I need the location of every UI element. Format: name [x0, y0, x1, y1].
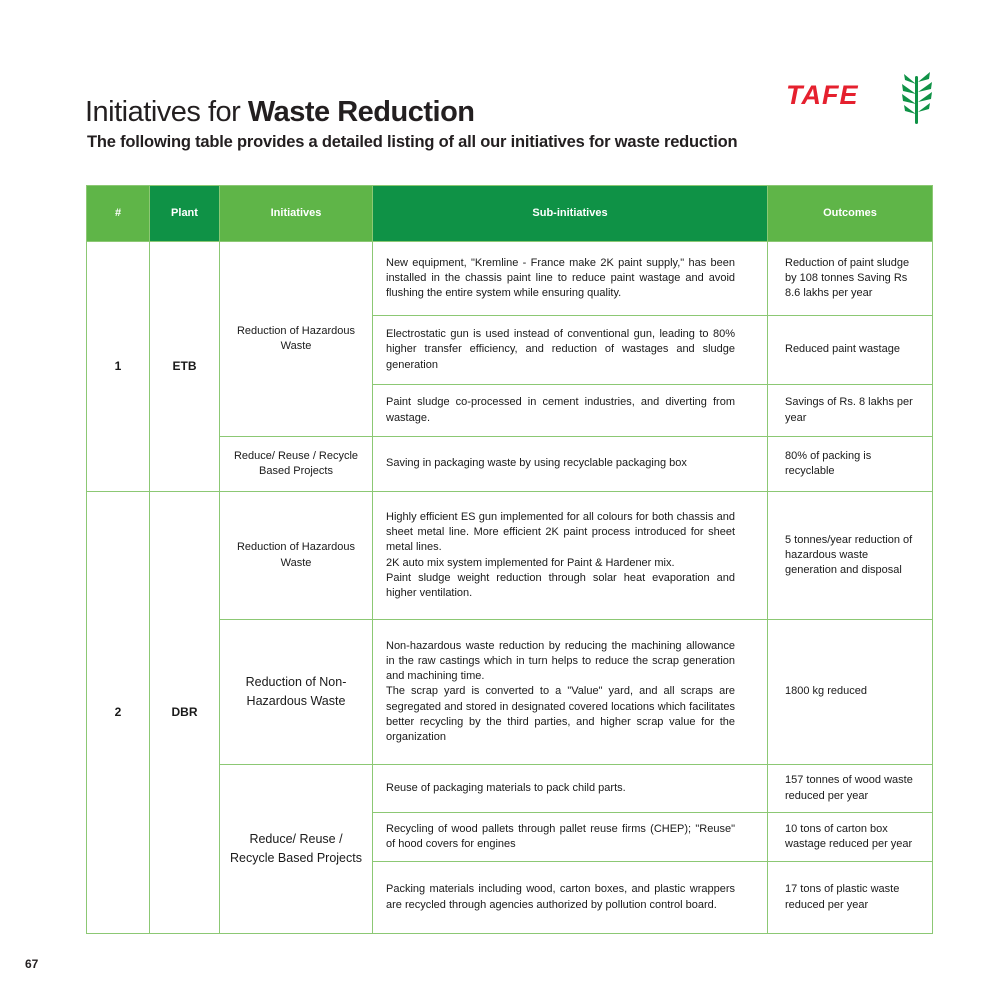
outcome-cell: Reduced paint wastage — [768, 316, 933, 385]
sub-initiative-cell: Reuse of packaging materials to pack child parts. — [373, 765, 768, 813]
table-row — [87, 242, 933, 316]
initiative-cell: Reduce/ Reuse / Recycle Based Projects — [220, 437, 373, 492]
sub-initiative-cell: New equipment, "Kremline - France make 2K paint supply," has been installed in the chassis paint line to reduce paint wastage and avoid flushing the entire system while ensuring quality. — [373, 242, 768, 316]
sub-initiative-line: The scrap yard is converted to a "Value" yard, and all scraps are segregated and stored in designated covered locations which facilitates better recycling by the third parties, and higher scrap value for the organization — [386, 685, 735, 743]
outcome-cell: 157 tonnes of wood waste reduced per year — [768, 765, 933, 813]
outcome-cell: 5 tonnes/year reduction of hazardous waste generation and disposal — [768, 492, 933, 620]
waste-reduction-table — [86, 185, 933, 934]
table-row — [87, 492, 933, 620]
sub-initiative-cell — [373, 620, 768, 765]
title-bold: Waste Reduction — [247, 96, 475, 128]
sub-initiative-cell: Recycling of wood pallets through pallet reuse firms (CHEP); "Reuse" of hood covers for engines — [373, 813, 768, 862]
plant-name: DBR — [150, 492, 220, 934]
table-header-row — [87, 186, 933, 242]
outcome-cell: 80% of packing is recyclable — [768, 437, 933, 492]
sub-initiative-cell: Paint sludge co-processed in cement industries, and diverting from wastage. — [373, 385, 768, 437]
sub-initiative-line: Paint sludge weight reduction through solar heat evaporation and higher ventilation. — [386, 571, 735, 599]
leaf-icon — [900, 70, 936, 126]
page-number: 67 — [25, 957, 39, 971]
outcome-cell: 10 tons of carton box wastage reduced per year — [768, 813, 933, 862]
sub-initiative-line: Non-hazardous waste reduction by reducing the machining allowance in the raw castings which in turn helps to reduce the scrap generation and machining time. — [386, 639, 735, 683]
col-header-sub-initiatives: Sub-initiatives — [373, 186, 768, 242]
initiative-cell: Reduction of Hazardous Waste — [220, 242, 373, 437]
sub-initiative-line: 2K auto mix system implemented for Paint & Hardener mix. — [386, 556, 675, 569]
col-header-plant: Plant — [150, 186, 220, 242]
initiative-cell: Reduction of Non-Hazardous Waste — [220, 620, 373, 765]
page-title — [85, 96, 475, 129]
initiative-cell: Reduce/ Reuse / Recycle Based Projects — [220, 765, 373, 934]
sub-initiative-cell: Electrostatic gun is used instead of conventional gun, leading to 80% higher transfer efficiency, and reduction of wastages and sludge generation — [373, 316, 768, 385]
outcome-cell: Savings of Rs. 8 lakhs per year — [768, 385, 933, 437]
plant-name: ETB — [150, 242, 220, 492]
initiative-cell: Reduction of Hazardous Waste — [220, 492, 373, 620]
sub-initiative-cell: Saving in packaging waste by using recyclable packaging box — [373, 437, 768, 492]
col-header-outcomes: Outcomes — [768, 186, 933, 242]
sub-initiative-cell: Packing materials including wood, carton boxes, and plastic wrappers are recycled through agencies authorized by pollution control board. — [373, 862, 768, 934]
row-number: 1 — [87, 242, 150, 492]
outcome-cell: Reduction of paint sludge by 108 tonnes Saving Rs 8.6 lakhs per year — [768, 242, 933, 316]
sub-initiative-cell — [373, 492, 768, 620]
page-subtitle: The following table provides a detailed listing of all our initiatives for waste reduction — [87, 133, 738, 151]
outcome-cell: 17 tons of plastic waste reduced per year — [768, 862, 933, 934]
tafe-logo — [784, 70, 934, 124]
logo-text: TAFE — [786, 80, 859, 110]
outcome-cell: 1800 kg reduced — [768, 620, 933, 765]
sub-initiative-line: Highly efficient ES gun implemented for all colours for both chassis and sheet metal line. More efficient 2K paint process introduced for sheet metal lines. — [386, 510, 735, 554]
row-number: 2 — [87, 492, 150, 934]
col-header-number: # — [87, 186, 150, 242]
title-prefix: Initiatives for — [85, 96, 248, 128]
col-header-initiatives: Initiatives — [220, 186, 373, 242]
